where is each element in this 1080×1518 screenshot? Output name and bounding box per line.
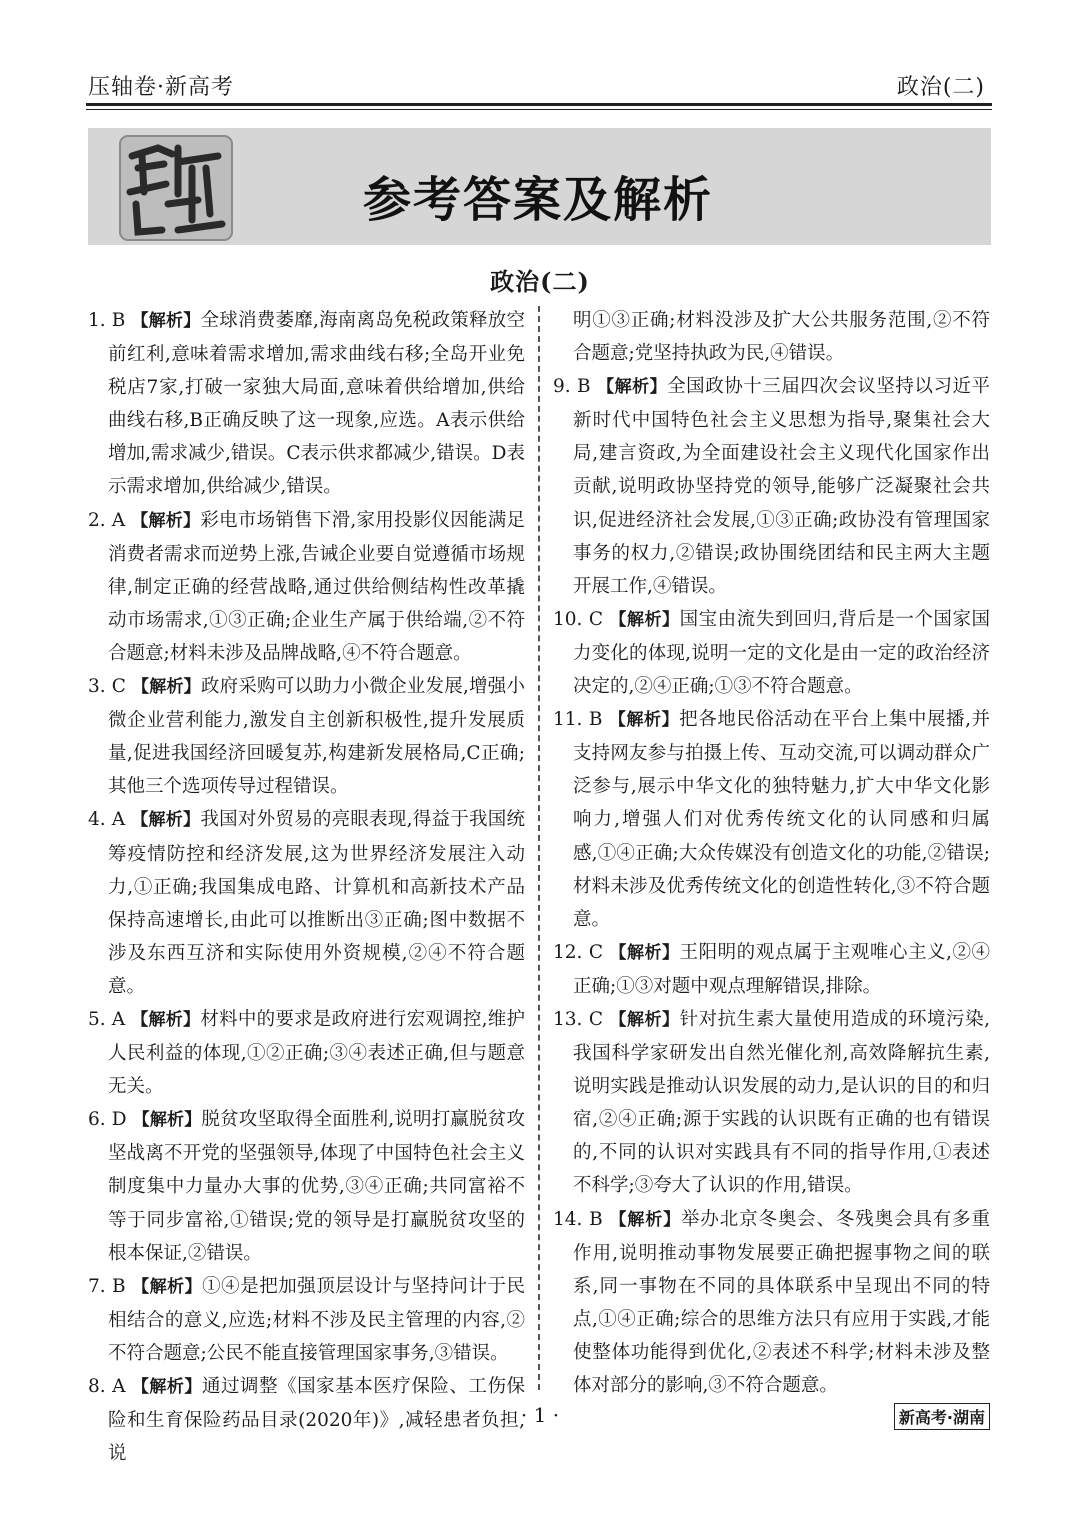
answer-item bbox=[88, 1003, 525, 1103]
answer-text: 全国政协十三届四次会议坚持以习近平新时代中国特色社会主义思想为指导,聚集社会大局,建言资政,为全面建设社会主义现代化国家作出贡献,说明政协坚持党的领导,能够广泛凝聚社会共识,促进经济社会发展,①③正确;政协没有管理国家事务的权力,②错误;政协围绕团结和民主两大主题开展工作,④错误。 bbox=[573, 376, 990, 597]
analysis-label: 【解析】 bbox=[132, 1276, 203, 1297]
answer-text: 把各地民俗活动在平台上集中展播,并支持网友参与拍摄上传、互动交流,可以调动群众广泛参与,展示中华文化的独特魅力,扩大中华文化影响力,增强人们对优秀传统文化的认同感和归属感,①④正确;大众传媒没有创造文化的功能,②错误;材料未涉及优秀传统文化的创造性转化,③不符合题意。 bbox=[573, 709, 991, 930]
analysis-label: 【解析】 bbox=[608, 710, 680, 731]
analysis-label: 【解析】 bbox=[609, 1009, 680, 1030]
answer-text: 我国对外贸易的亮眼表现,得益于我国统筹疫情防控和经济发展,这为世界经济发展注入动力,①正确;我国集成电路、计算机和高新技术产品保持高速增长,由此可以推断出③正确;图中数据不涉及东西互济和实际使用外资规模,②④不符合题意。 bbox=[108, 809, 525, 997]
answer-number: 10. C bbox=[553, 608, 603, 630]
answer-continuation: 明①③正确;材料没涉及扩大公共服务范围,②不符合题意;党坚持执政为民,④错误。 bbox=[573, 310, 990, 365]
answer-number: 2. A bbox=[88, 509, 126, 531]
answer-text: 全球消费萎靡,海南离岛免税政策释放空前红利,意味着需求增加,需求曲线右移;全岛开业免税店7家,打破一家独大局面,意味着供给增加,供给曲线右移,B正确反映了这一现象,应选。A表示供给增加,需求减少,错误。C表示供求都减少,错误。D表示需求增加,供给减少,错误。 bbox=[108, 310, 525, 498]
answer-text: 国宝由流失到回归,背后是一个国家国力变化的体现,说明一定的文化是由一定的政治经济决定的,②④正确;①③不符合题意。 bbox=[573, 608, 990, 698]
answer-item bbox=[88, 1270, 525, 1370]
answer-key-title: 参考答案及解析 bbox=[363, 172, 714, 228]
answer-number: 1. B bbox=[88, 310, 126, 331]
header-rule bbox=[86, 103, 992, 106]
answer-text: 针对抗生素大量使用造成的环境污染,我国科学家研发出自然光催化剂,高效降解抗生素,说明实践是推动认识发展的动力,是认识的目的和归宿,②④正确;源于实践的认识既有正确的也有错误的,不同的认识对实践具有不同的指导作用,①表述不科学;③夸大了认识的作用,错误。 bbox=[573, 1008, 990, 1197]
answer-number: 12. C bbox=[553, 941, 603, 963]
seal-logo bbox=[118, 134, 234, 242]
answer-text: 材料中的要求是政府进行宏观调控,维护人民利益的体现,①②正确;③④表述正确,但与题意无关。 bbox=[108, 1008, 525, 1098]
answer-item bbox=[88, 1103, 525, 1269]
analysis-label: 【解析】 bbox=[131, 1009, 201, 1030]
answer-text: 彩电市场销售下滑,家用投影仪因能满足消费者需求而逆势上涨,告诫企业要自觉遵循市场规律,制定正确的经营战略,通过供给侧结构性改革撬动市场需求,①③正确;企业生产属于供给端,②不符合题意;材料未涉及品牌战略,④不符合题意。 bbox=[108, 509, 525, 664]
answer-item bbox=[553, 1003, 990, 1203]
answer-number: 11. B bbox=[553, 709, 603, 731]
analysis-label: 【解析】 bbox=[597, 377, 668, 398]
analysis-label: 【解析】 bbox=[609, 609, 680, 630]
answer-number: 3. C bbox=[88, 676, 126, 698]
header-subject: 政治(二) bbox=[896, 75, 985, 100]
answer-text: 通过调整《国家基本医疗保险、工伤保险和生育保险药品目录(2020年)》,减轻患者负担,说 bbox=[108, 1376, 525, 1465]
answer-text: 政府采购可以助力小微企业发展,增强小微企业营利能力,激发自主创新积极性,提升发展质量,促进我国经济回暖复苏,构建新发展格局,C正确;其他三个选项传导过程错误。 bbox=[108, 676, 525, 798]
page-number: · 1 · bbox=[520, 1403, 560, 1427]
answer-item bbox=[553, 370, 990, 603]
edition-badge: 新高考·湖南 bbox=[894, 1403, 990, 1430]
answer-text: 脱贫攻坚取得全面胜利,说明打赢脱贫攻坚战离不开党的坚强领导,体现了中国特色社会主义制度集中力量办大事的优势,③④正确;共同富裕不等于同步富裕,①错误;党的领导是打赢脱贫攻坚的根本保证,②错误。 bbox=[108, 1109, 525, 1264]
answer-text: 举办北京冬奥会、冬残奥会具有多重作用,说明推动事物发展要正确把握事物之间的联系,同一事物在不同的具体联系中呈现出不同的特点,①④正确;综合的思维方法只有应用于实践,才能使整体功能得到优化,②表述不科学;材料未涉及整体对部分的影响,③不符合题意。 bbox=[573, 1208, 990, 1396]
answer-number: 8. A bbox=[88, 1376, 126, 1397]
analysis-label: 【解析】 bbox=[131, 311, 201, 331]
header-rule-thin bbox=[86, 109, 992, 110]
analysis-label: 【解析】 bbox=[131, 510, 201, 531]
answer-text: 王阳明的观点属于主观唯心主义,②④正确;①③对题中观点理解错误,排除。 bbox=[573, 941, 990, 997]
answer-item bbox=[88, 304, 525, 504]
title-banner bbox=[88, 128, 991, 245]
answer-item bbox=[553, 603, 990, 703]
answer-number: 13. C bbox=[553, 1008, 603, 1030]
analysis-label: 【解析】 bbox=[131, 1377, 202, 1397]
answer-number: 5. A bbox=[88, 1008, 126, 1030]
answer-item bbox=[553, 936, 990, 1003]
answer-text: ①④是把加强顶层设计与坚持问计于民相结合的意义,应选;材料不涉及民主管理的内容,②不符合题意;公民不能直接管理国家事务,③错误。 bbox=[108, 1275, 525, 1364]
analysis-label: 【解析】 bbox=[132, 1110, 202, 1131]
answer-number: 14. B bbox=[553, 1208, 603, 1230]
answer-item bbox=[88, 504, 525, 670]
header-series-title: 压轴卷·新高考 bbox=[88, 75, 234, 100]
answer-number: 4. A bbox=[88, 809, 126, 831]
analysis-label: 【解析】 bbox=[132, 677, 201, 698]
analysis-label: 【解析】 bbox=[131, 810, 201, 831]
section-title: 政治(二) bbox=[490, 267, 590, 296]
answer-number: 6. D bbox=[88, 1109, 127, 1131]
analysis-label: 【解析】 bbox=[609, 942, 680, 963]
answer-number: 9. B bbox=[553, 376, 591, 398]
answer-item bbox=[88, 803, 525, 1003]
answer-item bbox=[553, 703, 990, 936]
left-column bbox=[88, 304, 525, 1470]
analysis-label: 【解析】 bbox=[609, 1209, 681, 1230]
column-divider bbox=[538, 306, 540, 1390]
answer-number: 7. B bbox=[88, 1275, 126, 1297]
answer-item bbox=[553, 1203, 990, 1403]
right-column bbox=[553, 304, 990, 1402]
answer-item bbox=[88, 670, 525, 803]
